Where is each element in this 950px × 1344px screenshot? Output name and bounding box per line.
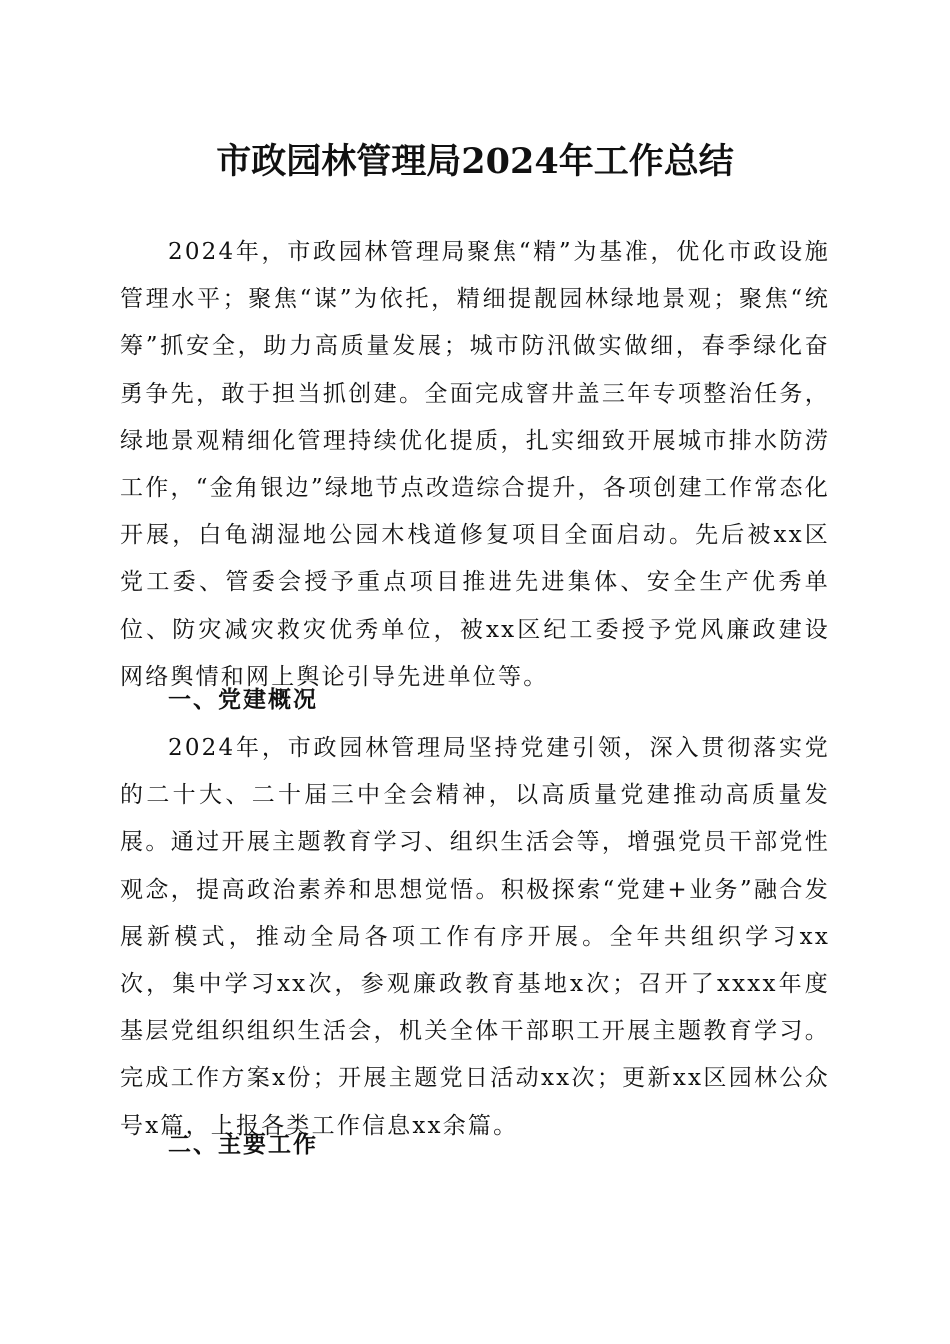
document-title: 市政园林管理局2024年工作总结 [216,141,734,182]
section-heading-party-building: 一、党建概况 [168,687,318,713]
intro-paragraph: 2024年，市政园林管理局聚焦“精”为基准，优化市政设施管理水平；聚焦“谋”为依托，精细提靓园林绿地景观；聚焦“统筹”抓安全，助力高质量发展；城市防汛做实做细，春季绿化奋勇争先，敢于担当抓创建。全面完成窨井盖三年专项整治任务，绿地景观精细化管理持续优化提质，扎实细致开展城市排水防涝工作，“金角银边”绿地节点改造综合提升，各项创建工作常态化开展，白龟湖湿地公园木栈道修复项目全面启动。先后被xx区党工委、管委会授予重点项目推进先进集体、安全生产优秀单位、防灾减灾救灾优秀单位，被xx区纪工委授予党风廉政建设网络舆情和网上舆论引导先进单位等。 [120,239,830,690]
party-building-paragraph: 2024年，市政园林管理局坚持党建引领，深入贯彻落实党的二十大、二十届三中全会精神，以高质量党建推动高质量发展。通过开展主题教育学习、组织生活会等，增强党员干部党性观念，提高政治素养和思想觉悟。积极探索“党建+业务”融合发展新模式，推动全局各项工作有序开展。全年共组织学习xx次，集中学习xx次，参观廉政教育基地x次；召开了xxxx年度基层党组织组织生活会，机关全体干部职工开展主题教育学习。完成工作方案x份；开展主题党日活动xx次；更新xx区园林公众号x篇，上报各类工作信息xx余篇。 [120,735,830,1139]
section-heading-main-work: 二、主要工作 [168,1132,318,1158]
